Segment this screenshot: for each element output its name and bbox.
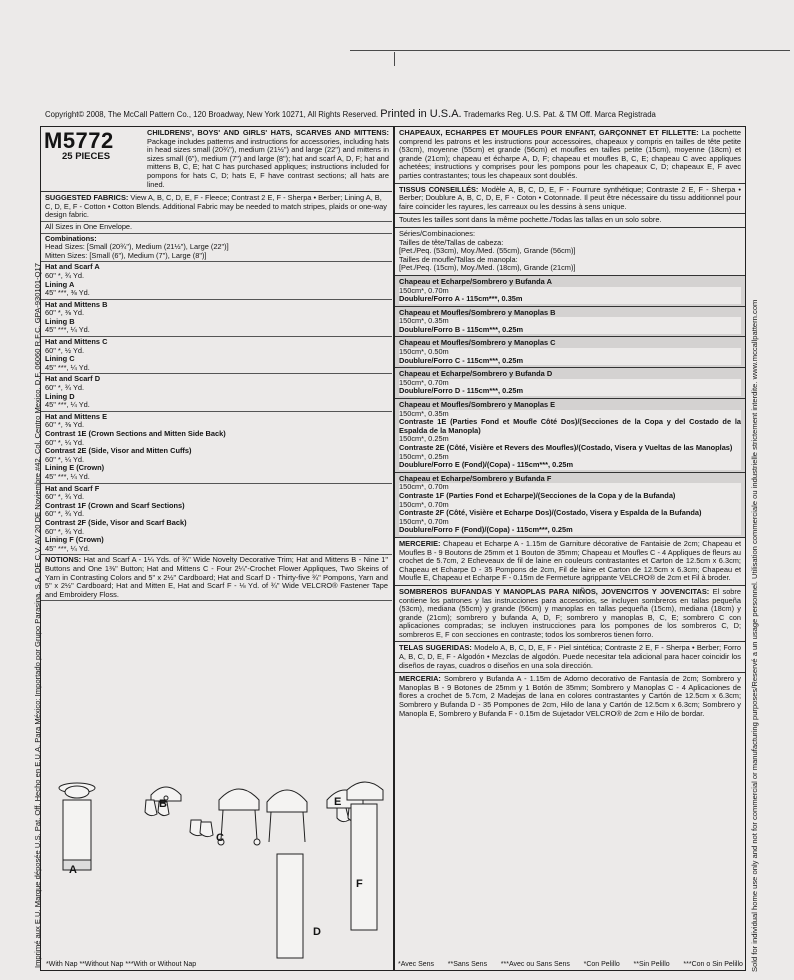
view-line: Doublure/Forro E (Fond)/(Copa) - 115cm***, 0.25m [399,461,741,470]
moufle-label: Tailles de moufle/Tallas de manopla: [399,254,518,264]
view-line: 60" *, ¼ Yd. [45,454,85,464]
view-line: 60" *, ¾ Yd. [45,526,85,536]
fold-line [350,50,790,51]
left-views [41,262,392,555]
view-line: Doublure/Forro F (Fond)/(Copa) - 115cm***, 0.25m [399,526,741,535]
view-line: Lining C [45,354,75,364]
view-title: Hat and Scarf D [45,374,101,384]
view-a-trim [63,860,91,870]
view-line: Lining A [45,279,75,289]
view-line: Doublure/Forro A - 115cm***, 0.35m [399,295,741,304]
view-line: 150cm*, 0.70m [399,518,741,527]
view-d-scarf [277,854,303,958]
left-view-block [41,374,392,411]
view-c-pompon2 [254,839,260,845]
view-c-mitten2 [200,822,213,837]
right-view-block [395,368,745,399]
view-line: Lining D [45,391,75,401]
view-line: Contrast 2F (Side, Visor and Scarf Back) [45,517,187,527]
telas-text: Modelo A, B, C, D, E, F - Piel sintética; Contraste 2 E, F - Sherpa • Berber; Forro A, B, C, D, E, F - Algodón • Mezclas de algodón. Puede necesitar tela adicional para hacer coincidir los diseños de rayas, cuadros o diseños en una sola dirección. [399,643,741,670]
view-line: Contrast 1E (Crown Sections and Mitten Side Back) [45,429,226,438]
view-title: Hat and Mittens C [45,337,108,347]
left-view-block [41,262,392,299]
view-title: Chapeau et Moufles/Sombrero y Manoplas E [399,400,556,410]
mercerie-label: MERCERIE: [399,538,441,548]
series-combinaciones [395,228,745,276]
pattern-pieces: 25 PIECES [62,151,111,162]
label-view-b: B [159,798,167,810]
left-view-block [41,300,392,337]
notions-label: NOTIONS: [45,555,82,565]
view-b-mitten [145,800,157,816]
view-line: 60" *, ¾ Yd. [45,270,85,280]
view-line: 60" *, ¾ Yd. [45,492,85,502]
view-line: 60" *, ¾ Yd. [45,383,85,393]
view-line: 45" ***, ¼ Yd. [45,471,90,481]
view-line: Doublure/Forro D - 115cm***, 0.25m [399,387,741,396]
copyright-text: Copyright© 2008, The McCall Pattern Co., 120 Broadway, New York 10271, All Rights Reserved. [45,110,379,119]
label-view-d: D [313,926,321,938]
view-line: 150cm*, 0.35m [399,317,741,326]
pattern-title: CHILDRENS', BOYS' AND GIRLS' HATS, SCARVES AND MITTENS: [147,128,389,137]
view-line: 60" *, ¾ Yd. [45,509,85,519]
view-line: 45" ***, ¼ Yd. [45,362,90,372]
view-line: Doublure/Forro B - 115cm***, 0.25m [399,326,741,335]
view-d-tie2 [303,812,305,842]
tissus-text: Modèle A, B, C, D, E, F - Fourrure synthétique; Contraste 2 E, F - Sherpa • Berber; Doublure A, B, C, D, E, F - Coton • Cotonnade. Il peut être nécessaire du tissu additionnel pour faire coincider les rayures, les carreaux ou les dessins à sens unique. [399,184,741,211]
foot-sans-sens: **Sans Sens [447,961,488,968]
view-line: Lining B [45,316,75,326]
pattern-description-text: Package includes patterns and instructions for accessories, including hats in head sizes small (20¾"), medium (21½") and large (22") and mittens in sizes small (6"), medium (7") and large (8"); hat and scarf A, D, F; hat and mittens B, C, E; hat C has purchased appliques; instructions included for pompons for hats C, D; hats E, F have contrast sections; all hats are lined. [147,136,389,189]
view-f-scarf [351,804,377,930]
view-line: 60" *, ⅜ Yd. [45,420,85,430]
view-c-tie2 [255,810,257,840]
view-line: 60" *, ½ Yd. [45,345,85,355]
notions-text: Hat and Scarf A - 1¼ Yds. of ¾" Wide Novelty Decorative Trim; Hat and Mittens B - Nine 1" Buttons and One 1⅜" Button; Hat and Mittens C - Four 2¼"-Crochet Flower Appliques, Two Skeins of Yarn in Contrasting Colors and 5" x 2½" Cardboard; Hat and Scarf D - Thirty-five ¾" Pompons, Yarn and 5" x 2½" Cardboard; Hat and Mitten E, Hat and Scarf F - ⅛ Yd. of ¾" Wide VELCRO® Fastener Tape and Embroidery Floss. [45,555,388,599]
foot-avec-sens: *Avec Sens [398,961,435,968]
french-spanish-column [395,127,745,720]
view-title: Hat and Scarf A [45,262,100,272]
french-description-text: La pochette comprend les patrons et les instructions pour accessoires, chapeaux y compris en tailles de tête petite (53cm), moyenne (55cm) et grande (56cm) et moufles en tailles petite (15cm), moyenne (18cm) et grande (21cm); chapeau et écharpe A, D, F; chapeau et moufles B, C, E; chapeau C avec appliques achetées; instructions y comprises pour les pompons pour les chapeaux C, D; chapeaux E, F avec parties contrastantes; tous les chapeaux sont doublés. [399,128,741,180]
foot-sin-pelillo: **Sin Pelillo [633,961,670,968]
suggested-fabrics [41,192,392,222]
foot-con-o-sin: ***Con o Sin Pelillo [683,961,743,968]
label-view-c: C [216,832,224,844]
view-line: Contraste 2F (Côté, Visière et Echarpe Dos)/(Costado, Visera y Espalda de la Bufanda) [399,509,741,518]
view-title: Hat and Scarf F [45,483,100,493]
copyright-line [45,108,656,120]
view-line: Contrast 2E (Side, Visor and Mitten Cuffs) [45,446,192,456]
mercerie [395,538,745,586]
view-line: 150cm*, 0.70m [399,379,741,388]
sombreros-description [395,586,745,643]
view-title: Chapeau et Echarpe/Sombrero y Bufanda A [399,276,552,286]
view-line: Doublure/Forro C - 115cm***, 0.25m [399,357,741,366]
combinations [41,234,392,263]
view-d-tie [269,812,271,842]
view-line: 150cm*, 0.25m [399,435,741,444]
pattern-number: M5772 [44,128,114,153]
foot-avec-ou-sans: ***Avec ou Sans Sens [500,961,570,968]
sombreros-text: El sobre contiene los patrones y las instrucciones para accesorios, se incluyen sombreros en tallas pequeña (53cm), mediana (55cm) y grande (56cm) y manoplas en tallas pequeña (15cm), mediana (18cm) y grande (21cm); sombrero y bufanda A, D, F; sombrero y manoplas B, C, E; sombrero C con aplicaciones compradas; se incluyen instrucciones para los pompones de los sombreros C, D; sombreros E, F con secciones en contraste; todos los sombreros tienen forro. [399,586,741,639]
french-title: CHAPEAUX, ECHARPES ET MOUFLES POUR ENFANT, GARÇONNET ET FILLETTE: [399,128,699,137]
view-line: Contraste 1E (Parties Fond et Moufle Côté Dos)/(Secciones de la Copa y del Costado de la Espalda de la Manopla) [399,417,741,435]
left-view-block [41,337,392,374]
right-view-block [395,337,745,368]
view-line: Contraste 2E (Côté, Visière et Revers des Moufles)/(Costado, Visera y Vueltas de las Manoplas) [399,444,741,453]
telas-label: TELAS SUGERIDAS: [399,643,472,653]
view-illustrations [41,780,392,970]
view-line: Lining E (Crown) [45,463,105,473]
foot-con-pelillo: *Con Pelillo [583,961,620,968]
view-line: 150cm*, 0.50m [399,348,741,357]
right-view-block [395,473,745,538]
notions [41,555,392,601]
view-d-hat [267,790,307,812]
tissus-label: TISSUS CONSEILLÉS: [399,184,479,194]
side-text-right: Sold for individual home use only and not for commercial or manufacturing purposes/Reservé a un usage personnel. Utilisation commerciale ou industrielle strictement interdite. www.mccallpattern.com [750,299,759,972]
pattern-id [41,127,144,191]
right-view-block [395,276,745,307]
illustrations-svg [41,780,392,970]
view-a-scarf [63,800,91,860]
tete-label: Tailles de tête/Tallas de cabeza: [399,237,504,247]
nap-footnote-fr-es [398,961,743,968]
merceria-text: Sombrero y Bufanda A - 1.15m de Adorno decorativo de Fantasía de 2cm; Sombrero y Manoplas B - 9 Botones de 25mm y 1 Botón de 35mm; Sombrero y Manoplas C - 4 Aplicaciones de flores a crochet de 5.7cm, 2 Madejas de lana en colores contrastantes y Cartón de 12.5cm x 6.3cm; Sombrero y Bufanda D - 35 Pompones de 2cm, Hilo de lana y Cartón de 12.5cm x 6.3cm; Sombrero y Manopla E, Sombrero y Bufanda F - 0.15m de Sujetador VELCRO® de 2cm e Hilo de bordar. [399,674,741,718]
label-view-e: E [334,796,342,808]
view-line: Contrast 1F (Crown and Scarf Sections) [45,500,185,510]
fabrics-text: View A, B, C, D, E, F - Fleece; Contrast 2 E, F - Sherpa • Berber; Lining A, B, C, D, E, F - Cotton • Cotton Blends. Additional Fabric may be needed to match stripes, plaids or one-way design fabric. [45,193,387,220]
moufle-sizes: [Pet./Peq. (15cm), Moy./Med. (18cm), Grande (21cm)] [399,263,576,273]
fold-tick [394,52,395,66]
label-view-a: A [69,864,77,876]
merceria-label: MERCERIA: [399,674,441,684]
fabrics-label: SUGGESTED FABRICS: [45,193,129,203]
printed-text: Printed in U.S.A. [380,108,462,120]
view-line: 150cm*, 0.70m [399,287,741,296]
pattern-description [144,127,392,191]
view-line: 150cm*, 0.25m [399,453,741,462]
right-view-block [395,399,745,473]
view-title: Chapeau et Echarpe/Sombrero y Bufanda D [399,369,553,379]
telas-sugeridas [395,642,745,673]
series-label: Séries/Combinaciones: [399,228,475,238]
view-line: Contraste 1F (Parties Fond et Echarpe)/(Secciones de la Copa y de la Bufanda) [399,492,741,501]
view-title: Hat and Mittens E [45,411,108,421]
tissus-conseilles [395,184,745,215]
view-f-hat [347,782,383,800]
view-e-mitten [337,808,349,822]
english-column [41,127,392,601]
view-line: 60" *, ⅜ Yd. [45,308,85,318]
view-line: 45" ***, ¼ Yd. [45,325,90,335]
view-title: Hat and Mittens B [45,299,108,309]
left-view-block [41,484,392,556]
head-sizes: Head Sizes: [Small (20¾"), Medium (21½"), Large (22")] [45,242,229,252]
pattern-header [41,127,392,192]
sombreros-title: SOMBREROS BUFANDAS Y MANOPLAS PARA NIÑOS, JOVENCITOS Y JOVENCITAS: [399,586,710,596]
view-line: 150cm*, 0.35m [399,410,741,419]
mitten-sizes: Mitten Sizes: [Small (6"), Medium (7"), Large (8")] [45,250,207,260]
view-a-hat-crown [65,786,89,798]
view-line: 45" ***, ¼ Yd. [45,400,90,410]
right-view-block [395,307,745,338]
tete-sizes: [Pet./Peq. (53cm), Moy./Med. (55cm), Grande (56cm)] [399,246,576,256]
view-title: Chapeau et Moufles/Sombrero y Manoplas B [399,307,556,317]
label-view-f: F [356,878,363,890]
french-description [395,127,745,184]
left-view-block [41,412,392,484]
view-line: 60" *, ¼ Yd. [45,437,85,447]
side-text-left: Imprimé aux E.U. Marque déposée U.S. Pat. Off. Hecho en E.U.A. Para México: Importado por Grupo Parasina, S.A. DE C.V. AV 20 DE Noviembre #42, Col. Centro Mexico, D.F. 06060 R.F.C. GPA-930101-Q17 [33,263,42,968]
mercerie-text: Chapeau et Echarpe A - 1.15m de Garniture décorative de Fantaisie de 2cm; Chapeau et Moufles B - 9 Boutons de 25mm et 1 Bouton de 35mm; Chapeau et Moufles C - 4 Appliques de fleurs au crochet de 5.7cm, 2 Echeveaux de fil de laine en couleurs contrastantes et Carton de 12.5cm x 6.3cm; Chapeau et Echarpe D - 35 Pompons de 2cm, Fil de laine et Carton de 12.5cm x 6.3cm; Chapeau et Moufle E, Chapeau et Echarpe F - 0.15m de Fermeture agrippante VELCRO® de 2cm et Fil à broder. [399,538,741,583]
view-line: 45" ***, ¼ Yd. [45,543,90,553]
view-line: 150cm*, 0.70m [399,501,741,510]
all-sizes: All Sizes in One Envelope. [41,222,392,234]
right-views [395,276,745,538]
trademark-text: Trademarks Reg. U.S. Pat. & TM Off. Marca Registrada [463,110,656,119]
combinations-label: Combinations: [45,233,97,243]
view-title: Chapeau et Moufles/Sombrero y Manoplas C [399,338,556,348]
view-line: 150cm*, 0.70m [399,483,741,492]
view-c-hat [219,789,259,810]
merceria [395,673,745,720]
view-line: 45" ***, ⅜ Yd. [45,288,90,298]
view-title: Chapeau et Echarpe/Sombrero y Bufanda F [399,473,552,483]
nap-footnote: *With Nap **Without Nap ***With or Without Nap [46,961,197,968]
view-line: Lining F (Crown) [45,535,104,545]
toutes-tailles: Toutes les tailles sont dans la même pochette./Todas las tallas en un solo sobre. [395,214,745,228]
